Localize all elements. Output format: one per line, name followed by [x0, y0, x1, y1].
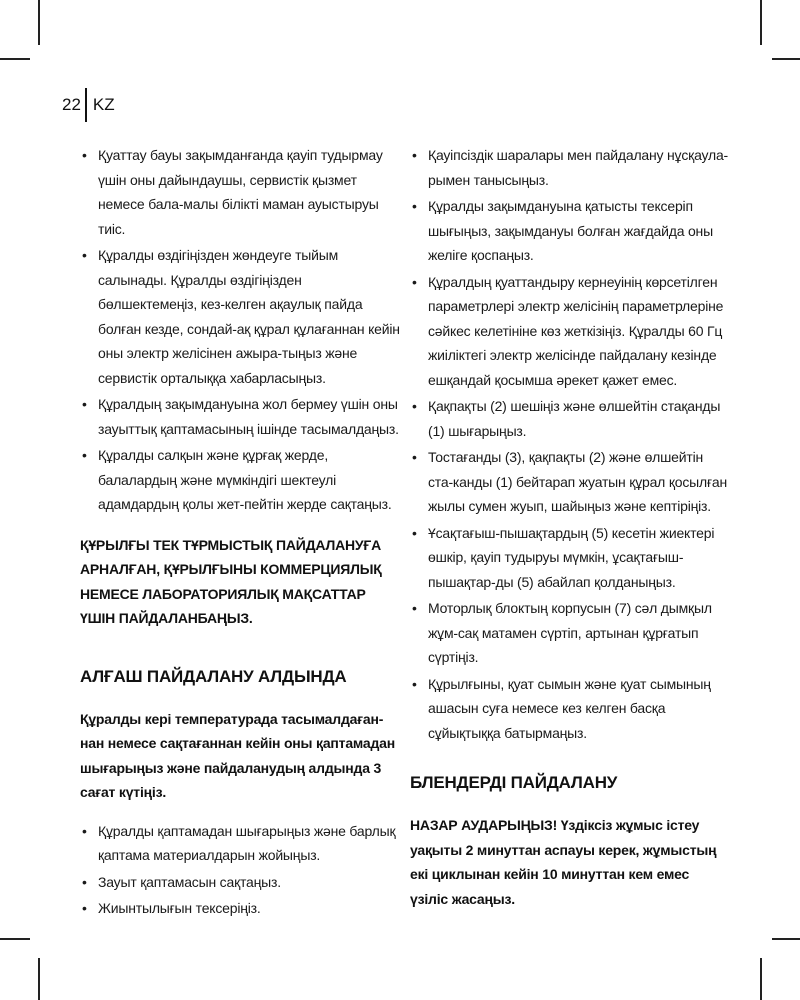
list-item: • Қақпақты (2) шешіңіз және өлшейтін стақанды (1) шығарыңыз.: [410, 394, 730, 443]
right-column: [410, 143, 730, 925]
list-item: • Зауыт қаптамасын сақтаңыз.: [80, 870, 400, 895]
crop-mark: [38, 958, 40, 1000]
crop-mark: [772, 938, 800, 940]
preparation-list: [410, 143, 730, 745]
crop-mark: [0, 938, 30, 940]
crop-mark: [0, 58, 30, 60]
crop-mark: [760, 0, 762, 45]
list-item: • Құрылғыны, қуат сымын және қуат сымының ашасын суға немесе кез келген басқа сұйықтыққа батырмаңыз.: [410, 672, 730, 746]
list-item: • Моторлық блоктың корпусын (7) сәл дымқыл жұм-сақ матамен сүртіп, артынан құрғатып сүртіңіз.: [410, 596, 730, 670]
attention-notice: НАЗАР АУДАРЫҢЫЗ! Үздіксіз жұмыс істеу уақыты 2 минуттан аспауы керек, жұмыстың екі циклынан кейін 10 минуттан кем емес үзіліс жасаңыз.: [410, 817, 717, 907]
list-item: • Құралды өздігіңізден жөндеуге тыйым салынады. Құралды өздігіңізден бөлшектемеңіз, кез-келген ақаулық пайда болған кезде, сондай-ақ құрал құлағаннан кейін оны электр желісінен ажыра-тыңыз және сервистік орталыққа хабарласыңыз.: [80, 243, 400, 390]
list-item: • Құралды қаптамадан шығарыңыз және барлық қаптама материалдарын жойыңыз.: [80, 819, 400, 868]
list-item: • Тостағанды (3), қақпақты (2) және өлшейтін ста-канды (1) бейтарап жуатын құрал қосылған жылы сумен жуып, шайыңыз және кептіріңіз.: [410, 445, 730, 519]
section-title-using-blender: БЛЕНДЕРДІ ПАЙДАЛАНУ: [410, 773, 618, 792]
list-item: • Қуаттау бауы зақымданғанда қауіп тудырмау үшін оны дайындаушы, сервистік қызмет немесе бала-малы білікті маман ауыстыруы тиіс.: [80, 143, 400, 241]
page-number: 22: [62, 95, 81, 114]
section-title-before-first-use: АЛҒАШ ПАЙДАЛАНУ АЛДЫНДА: [80, 666, 347, 686]
crop-mark: [38, 0, 40, 45]
list-item: • Құралды зақымдануына қатысты тексеріп шығыңыз, зақымдануы болған жағдайда оны желіге қоспаңыз.: [410, 194, 730, 268]
list-item: • Құралдың зақымдануына жол бермеу үшін оны зауыттық қаптамасының ішінде тасымалдаңыз.: [80, 392, 400, 441]
list-item: • Ұсақтағыш-пышақтардың (5) кесетін жиектері өшкір, қауіп тудыруы мүмкін, ұсақтағыш-пышақтар-ды (5) абайлап қолданыңыз.: [410, 521, 730, 595]
list-item: • Құралды салқын және құрғақ жерде, балалардың және мүмкіндігі шектеулі адамдардың қолы жет-пейтін жерде сақтаңыз.: [80, 443, 400, 517]
list-item: • Жиынтылығын тексеріңіз.: [80, 896, 400, 921]
safety-list: [80, 143, 400, 517]
crop-mark: [760, 958, 762, 1000]
household-use-notice: ҚҰРЫЛҒЫ ТЕК ТҰРМЫСТЫҚ ПАЙДАЛАНУҒА АРНАЛҒАН, ҚҰРЫЛҒЫНЫ КОММЕРЦИЯЛЫҚ НЕМЕСЕ ЛАБОРАТОРИЯЛЫҚ МАҚСАТТАР ҮШІН ПАЙДАЛАНБАҢЫЗ.: [80, 536, 382, 626]
header-divider: [85, 88, 87, 122]
list-item: • Құралдың қуаттандыру кернеуінің көрсетілген параметрлері электр желісінің параметрлеріне сәйкес келетініне көз жеткізіңіз. Құралды 60 Гц жиіліктегі электр желісінде пайдалану кезінде ешқандай қосымша әрекет қажет емес.: [410, 270, 730, 393]
crop-mark: [772, 58, 800, 60]
page-header: [62, 88, 115, 122]
list-item: • Қауіпсіздік шаралары мен пайдалану нұсқаула-рымен танысыңыз.: [410, 143, 730, 192]
left-column: [80, 143, 400, 923]
first-use-list: [80, 819, 400, 921]
temperature-notice: Құралды кері температурада тасымалдаған-нан немесе сақтағаннан кейін оны қаптамадан шығарыңыз және пайдаланудың алдында 3 сағат күтіңіз.: [80, 710, 395, 800]
language-code: KZ: [92, 95, 115, 114]
